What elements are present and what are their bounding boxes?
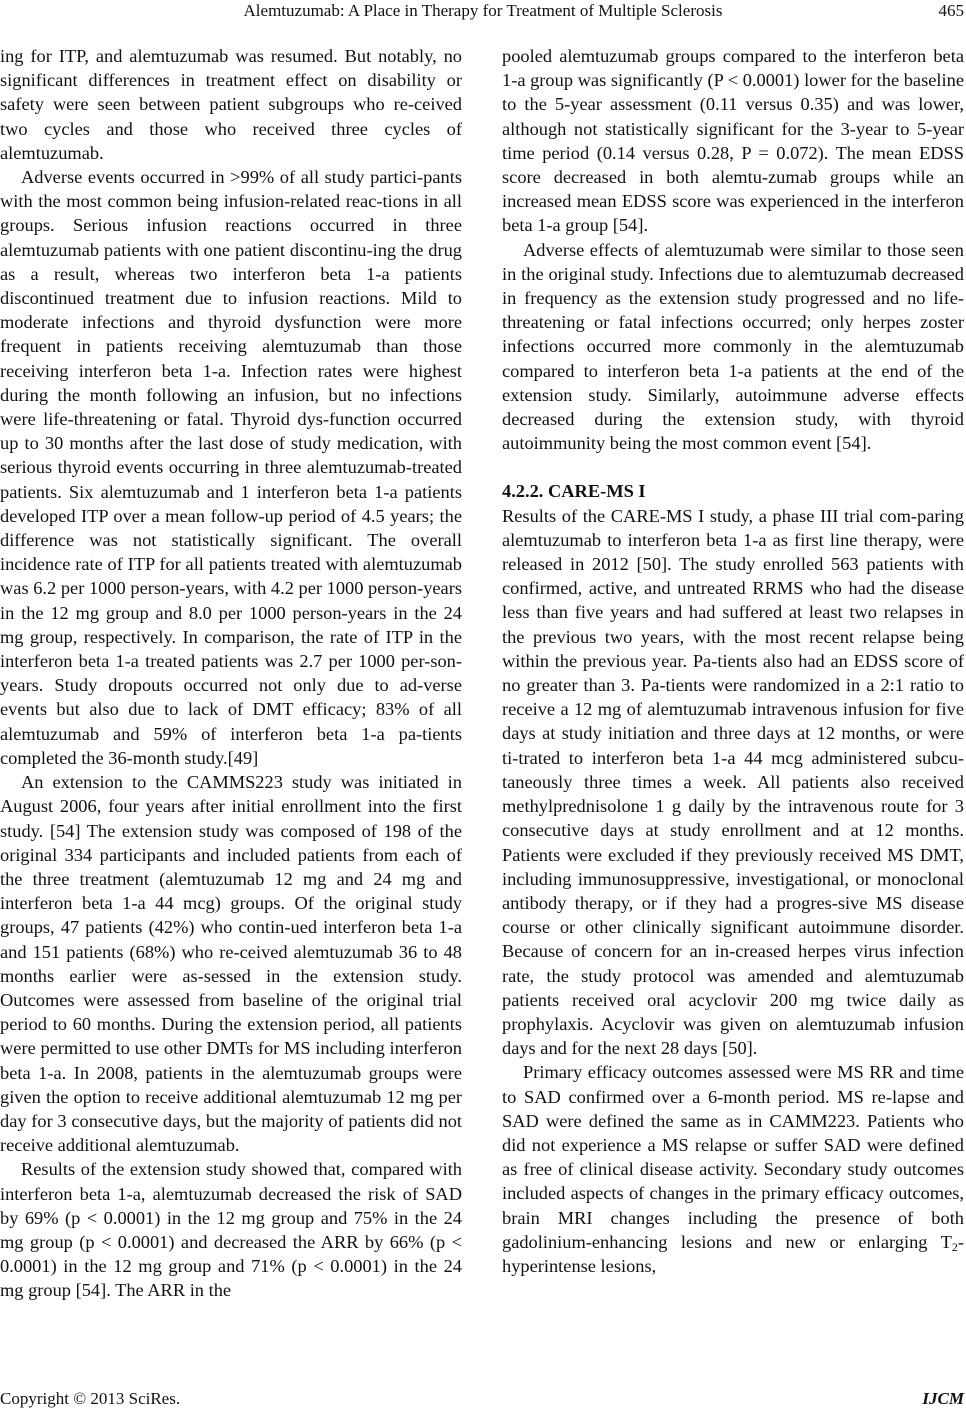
paragraph-adverse-events: Adverse events occurred in >99% of all study partici-pants with the most common being infusion-related reac-tions in all groups. Serious infusion reactions occurred in three alemtuzumab patients with one patient discontinu-ing the drug as a result, whereas two interferon beta 1-a patients discontinued treatment due to infusion reactions. Mild to moderate infections and thyroid dysfunction were more frequent in patients receiving alemtuzumab than those receiving interferon beta 1-a. Infection rates were highest during the month following an infusion, but no infections were life-threatening or fatal. Thyroid dys-function occurred up to 30 months after the last dose of study medication, with serious thyroid events occurring in three alemtuzumab-treated patients. Six alemtuzumab and 1 interferon beta 1-a patients developed ITP over a mean follow-up period of 4.5 years; the difference was not statistically significant. The overall incidence rate of ITP for all patients treated with alemtuzumab was 6.2 per 1000 person-years, with 4.2 per 1000 person-years in the 12 mg group and 8.0 per 1000 person-years in the 24 mg group, respectively. In comparison, the rate of ITP in the interferon beta 1-a treated patients was 2.7 per 1000 per-son-years. Study dropouts occurred not only due to ad-verse events but also due to lack of DMT efficacy; 83% of all alemtuzumab and 59% of interferon beta 1-a pa-tients completed the 36-month study.[49] xyxy=(0,167,462,768)
paragraph-tail: -hyperintense lesions, xyxy=(502,1231,964,1276)
subscript-2: 2 xyxy=(951,1239,958,1254)
paragraph-extension-study: An extension to the CAMMS223 study was initiated in August 2006, four years after initial enrollment into the first study. [54] The extension study was composed of 198 of the original 334 participants and included patients from each of the three treatment (alemtuzumab 12 mg and 24 mg and interferon beta 1-a 44 mcg) groups. Of the original study groups, 47 patients (42%) who contin-ued interferon beta 1-a and 151 patients (68%) who re-ceived alemtuzumab 36 to 48 months earlier were as-sessed in the extension study. Outcomes were assessed from baseline of the original trial period to 60 months. During the extension period, all patients were permitted to use other DMTs for MS including interferon beta 1-a. In 2008, patients in the alemtuzumab groups were given the option to receive additional alemtuzumab 12 mg per day for 3 consecutive days, but the majority of patients did not receive additional alemtuzumab. xyxy=(0,772,462,1156)
running-title: Alemtuzumab: A Place in Therapy for Treatment of Multiple Sclerosis xyxy=(243,1,723,20)
journal-abbrev: IJCM xyxy=(922,1389,964,1408)
paragraph-primary-efficacy xyxy=(502,1060,964,1278)
page-footer xyxy=(0,1388,966,1412)
copyright-notice: Copyright © 2013 SciRes. xyxy=(0,1389,181,1408)
paragraph-arr-continuation: pooled alemtuzumab groups compared to the interferon beta 1-a group was significantly (P < 0.0001) lower for the baseline to the 5-year assessment (0.11 versus 0.35) and was lower, although not statistically significant for the 3-year to 5-year time period (0.14 versus 0.28, P = 0.072). The mean EDSS score decreased in both alemtu-zumab groups while an increased mean EDSS score was experienced in the interferon beta 1-a group [54]. xyxy=(502,46,964,236)
left-column xyxy=(0,44,462,1303)
paragraph-continuation: ing for ITP, and alemtuzumab was resumed. But notably, no significant differences in treatment effect on disability or safety were seen between patient subgroups who re-ceived two cycles and those who received three cycles of alemtuzumab. xyxy=(0,46,462,163)
page-number: 465 xyxy=(938,1,964,20)
right-column xyxy=(502,44,964,1278)
section-heading: 4.2.2. CARE-MS I xyxy=(502,481,646,502)
paragraph-care-ms-i-design: Results of the CARE-MS I study, a phase III trial com-paring alemtuzumab to interferon beta 1-a as first line therapy, were released in 2012 [50]. The study enrolled 563 patients with confirmed, active, and untreated RRMS who had the disease less than five years and had suffered at least two relapses in the previous two years, with the most recent relapse being within the previous year. Pa-tients also had an EDSS score of no greater than 3. Pa-tients were randomized in a 2:1 ratio to receive a 12 mg of alemtuzumab intravenous infusion for five days at study initiation and three days at 12 months, or were ti-trated to interferon beta 1-a 44 mcg administered subcu-taneously three times a week. All patients also received methylprednisolone 1 g daily by the intravenous route for 3 consecutive days at study enrollment and at 12 months. Patients were excluded if they previously received MS DMT, including immunosuppressive, investigational, or monoclonal antibody therapy, or if they had a progres-sive MS disease course or other clinically significant autoimmune disorder. Because of concern for an in-creased herpes virus infection rate, the study protocol was amended and alemtuzumab patients received oral acyclovir 200 mg twice daily as prophylaxis. Acyclovir was given on alemtuzumab infusion days and for the next 28 days [50]. xyxy=(502,505,964,1059)
running-header xyxy=(0,0,966,24)
paragraph-extension-results: Results of the extension study showed that, compared with interferon beta 1-a, alemtuzumab decreased the risk of SAD by 69% (p < 0.0001) in the 12 mg group and 75% in the 24 mg group (p < 0.0001) and decreased the ARR by 66% (p < 0.0001) in the 12 mg group and 71% (p < 0.0001) in the 24 mg group [54]. The ARR in the xyxy=(0,1159,462,1301)
paragraph-extension-adverse-effects: Adverse effects of alemtuzumab were similar to those seen in the original study. Infections due to alemtuzumab decreased in frequency as the extension study progressed and no life-threatening or fatal infections occurred; only herpes zoster infections occurred more commonly in the alemtuzumab compared to interferon beta 1-a patients at the end of the extension study. Similarly, autoimmune adverse effects decreased during the extension study, with thyroid autoimmunity being the most common event [54]. xyxy=(502,239,964,454)
paragraph-text: Primary efficacy outcomes assessed were MS RR and time to SAD confirmed over a 6-month period. MS re-lapse and SAD were defined the same as in CAMM223. Patients who did not experience a MS relapse or suffer SAD were defined as free of clinical disease activity. Secondary study outcomes included aspects of changes in the primary efficacy outcomes, brain MRI changes including the presence of both gadolinium-enhancing lesions and new or enlarging T xyxy=(502,1062,964,1252)
